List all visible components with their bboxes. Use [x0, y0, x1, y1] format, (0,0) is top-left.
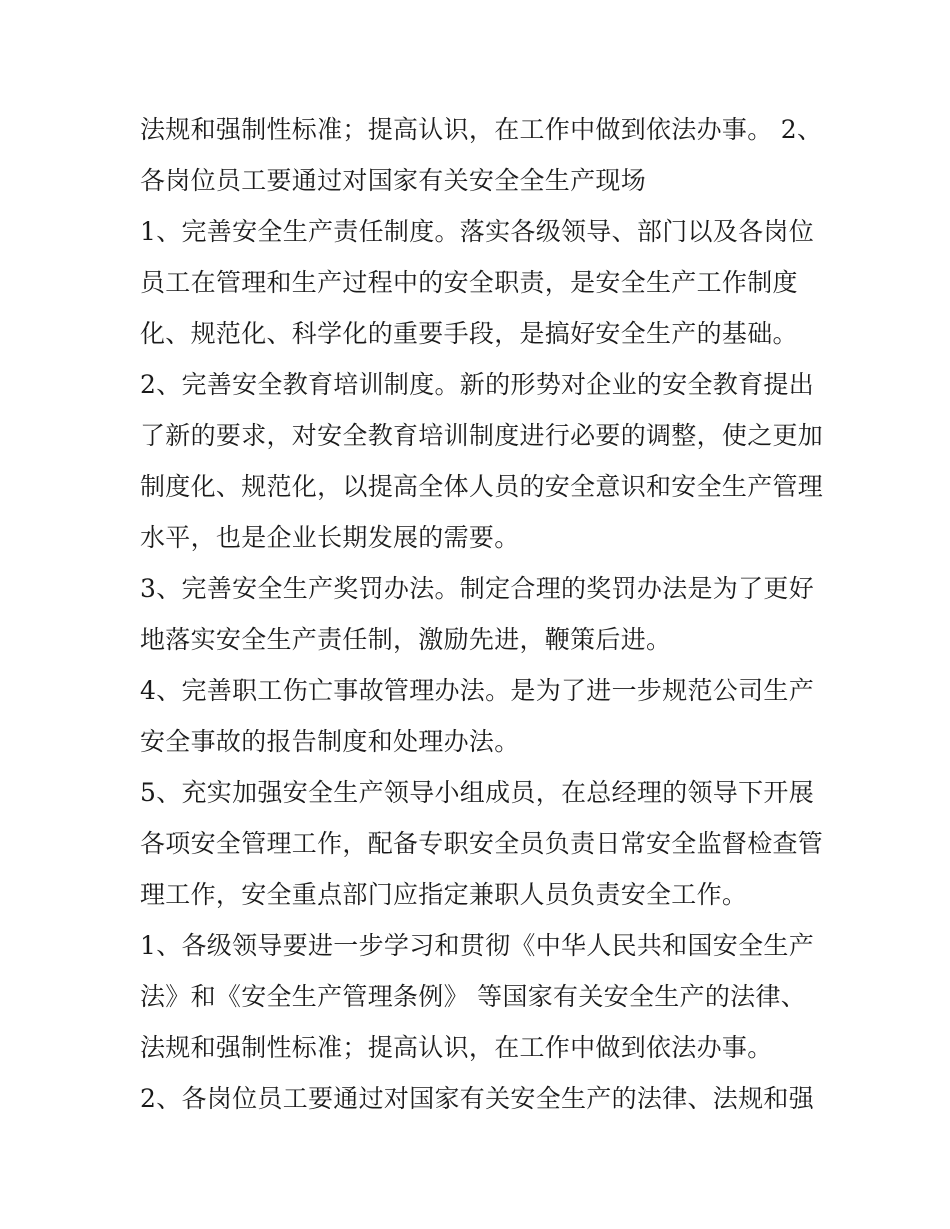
text-line: 4、完善职工伤亡事故管理办法。是为了进一步规范公司生产 — [140, 676, 815, 705]
text-line: 2、各岗位员工要通过对国家有关安全生产的法律、法规和强 — [140, 1084, 815, 1113]
text-line: 了新的要求，对安全教育培训制度进行必要的调整，使之更加 — [140, 421, 824, 450]
text-line: 水平，也是企业长期发展的需要。 — [140, 523, 520, 552]
text-line: 法规和强制性标准；提高认识，在工作中做到依法办事。 2、 — [140, 115, 823, 144]
text-line: 各项安全管理工作，配备专职安全员负责日常安全监督检查管 — [140, 829, 824, 858]
text-line: 法规和强制性标准；提高认识，在工作中做到依法办事。 — [140, 1033, 773, 1062]
text-line: 员工在管理和生产过程中的安全职责，是安全生产工作制度 — [140, 268, 798, 297]
text-line: 5、充实加强安全生产领导小组成员，在总经理的领导下开展 — [140, 778, 815, 807]
text-line: 2、完善安全教育培训制度。新的形势对企业的安全教育提出 — [140, 370, 815, 399]
text-line: 安全事故的报告制度和处理办法。 — [140, 727, 520, 756]
text-line: 化、规范化、科学化的重要手段，是搞好安全生产的基础。 — [140, 319, 798, 348]
text-line: 1、完善安全生产责任制度。落实各级领导、部门以及各岗位 — [140, 217, 815, 246]
text-line: 各岗位员工要通过对国家有关安全全生产现场 — [140, 166, 647, 195]
text-line: 制度化、规范化，以提高全体人员的安全意识和安全生产管理 — [140, 472, 824, 501]
text-line: 1、各级领导要进一步学习和贯彻《中华人民共和国安全生产 — [140, 931, 815, 960]
text-line: 地落实安全生产责任制，激励先进，鞭策后进。 — [140, 625, 672, 654]
text-line: 3、完善安全生产奖罚办法。制定合理的奖罚办法是为了更好 — [140, 574, 815, 603]
text-line: 理工作，安全重点部门应指定兼职人员负责安全工作。 — [140, 880, 748, 909]
document-body — [140, 104, 824, 1124]
text-line: 法》和《安全生产管理条例》 等国家有关安全生产的法律、 — [140, 982, 807, 1011]
